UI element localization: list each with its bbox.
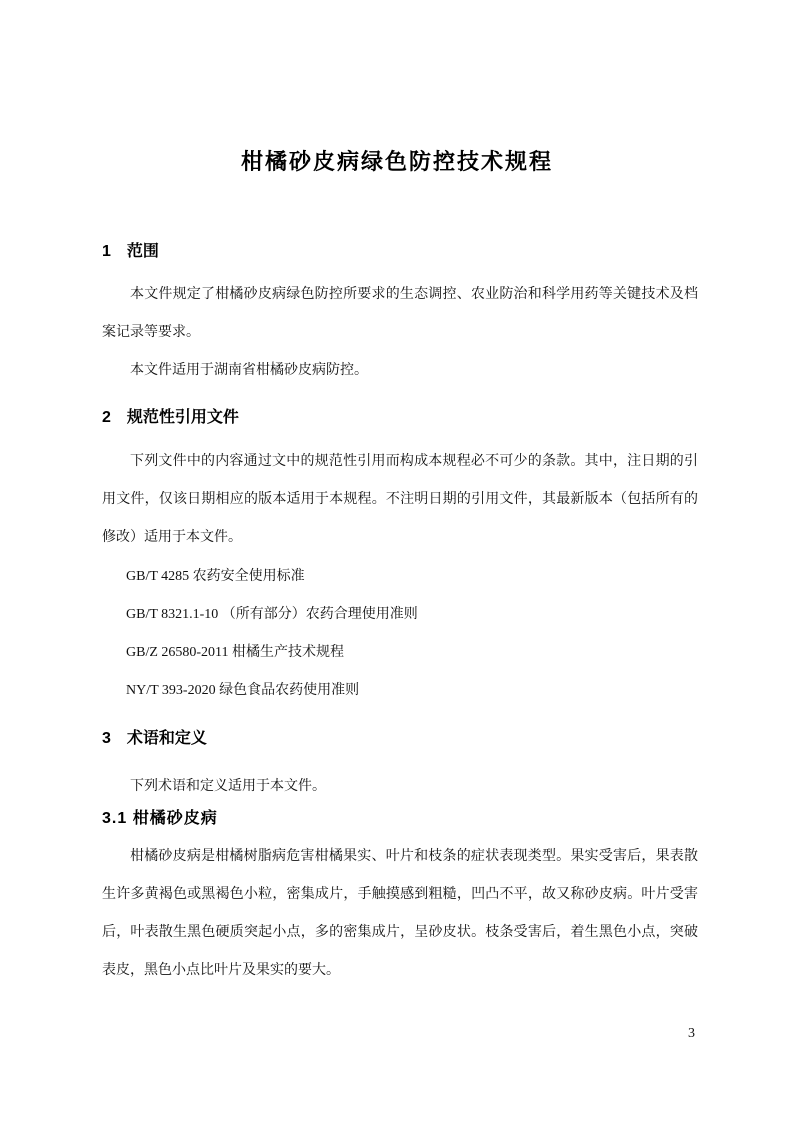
term-3-1-definition: 柑橘砂皮病是柑橘树脂病危害柑橘果实、叶片和枝条的症状表现类型。果实受害后，果表散生许多黄褐色或黑褐色小粒，密集成片，手触摸感到粗糙，凹凸不平，故又称砂皮病。叶片受害后，叶表散生黑色硬质突起小点，多的密集成片，呈砂皮状。枝条受害后，着生黑色小点，突破表皮，黑色小点比叶片及果实的要大。 bbox=[102, 849, 698, 978]
section-terms-heading: 3 术语和定义 bbox=[102, 730, 207, 747]
section-scope-paragraph-1: 本文件规定了柑橘砂皮病绿色防控所要求的生态调控、农业防治和科学用药等关键技术及档案记录等要求。 bbox=[102, 287, 698, 340]
reference-item: GB/T 4285 农药安全使用标准 bbox=[126, 569, 305, 584]
reference-item: GB/T 8321.1-10 （所有部分）农药合理使用准则 bbox=[126, 607, 418, 622]
section-normative-references-intro: 下列文件中的内容通过文中的规范性引用而构成本规程必不可少的条款。其中，注日期的引用文件，仅该日期相应的版本适用于本规程。不注明日期的引用文件，其最新版本（包括所有的修改）适用于本文件。 bbox=[102, 454, 698, 545]
reference-item: GB/Z 26580-2011 柑橘生产技术规程 bbox=[126, 645, 345, 660]
term-3-1-heading: 3.1 柑橘砂皮病 bbox=[102, 810, 218, 827]
page-number: 3 bbox=[688, 1026, 695, 1041]
normative-references-list bbox=[102, 558, 698, 710]
document-title: 柑橘砂皮病绿色防控技术规程 bbox=[240, 149, 553, 174]
section-terms-intro: 下列术语和定义适用于本文件。 bbox=[130, 779, 326, 794]
section-normative-references-heading: 2 规范性引用文件 bbox=[102, 409, 239, 426]
section-scope-paragraph-2: 本文件适用于湖南省柑橘砂皮病防控。 bbox=[130, 363, 368, 378]
section-scope-heading: 1 范围 bbox=[102, 243, 159, 260]
reference-item: NY/T 393-2020 绿色食品农药使用准则 bbox=[126, 683, 360, 698]
